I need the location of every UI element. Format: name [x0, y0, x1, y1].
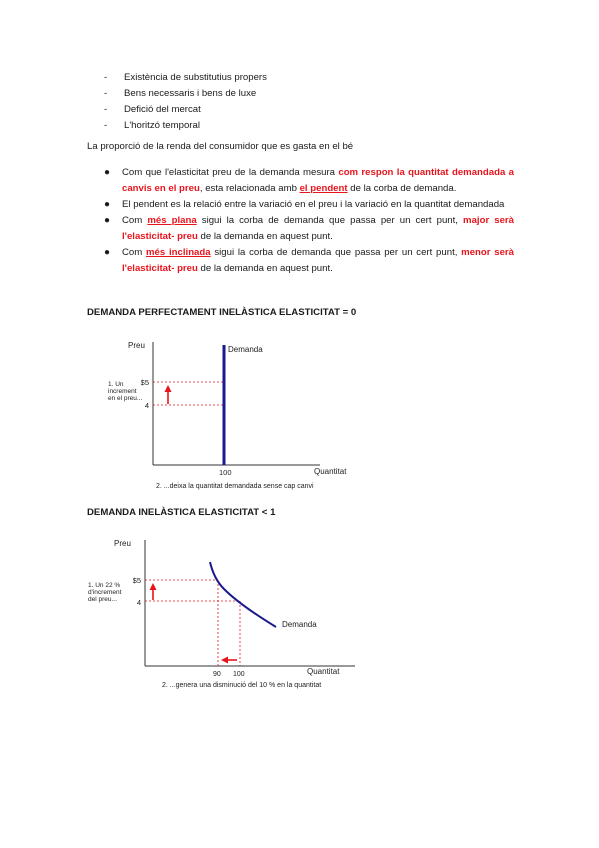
- bullet-item: ● Com que l'elasticitat preu de la demanda mesura com respon la quantitat demandada a canvis en el preu, esta relacionada amb el pendent de la corba de demanda.: [104, 167, 514, 194]
- x-axis-label: Quantitat: [314, 467, 347, 476]
- section-heading: DEMANDA PERFECTAMENT INELÀSTICA ELASTICITAT = 0: [87, 307, 357, 318]
- y-axis-label: Preu: [128, 341, 145, 350]
- highlight-text: menor serà l'elasticitat- preu: [122, 247, 515, 274]
- svg-text:1. Un: 1. Un: [108, 381, 124, 388]
- highlight-text: el pendent: [299, 183, 348, 194]
- y-axis-label: Preu: [114, 539, 131, 548]
- bullet-dot-icon: ●: [104, 247, 111, 258]
- quantity-label: 100: [219, 468, 232, 477]
- svg-text:d'increment: d'increment: [88, 589, 122, 596]
- quantity-label-low: 90: [213, 671, 221, 678]
- bullet-item: ● Com més plana sigui la corba de demanda que passa per un cert punt, major serà l'elasticitat- preu de la demanda en aquest punt.: [104, 215, 514, 242]
- svg-text:del preu...: del preu...: [88, 596, 117, 603]
- price-label-high: $5: [140, 378, 149, 387]
- bullet-dot-icon: ●: [104, 199, 111, 210]
- bullet-dot-icon: ●: [104, 167, 111, 178]
- curve-label: Demanda: [228, 345, 263, 354]
- dash-list: [104, 70, 267, 134]
- annotation-left: [108, 381, 143, 402]
- price-label-low: 4: [136, 598, 141, 607]
- svg-text:1. Un 22 %: 1. Un 22 %: [88, 582, 121, 589]
- highlight-text: més inclinada: [146, 247, 211, 258]
- bullet-dot-icon: ●: [104, 215, 111, 226]
- list-item: - L'horitzó temporal: [104, 120, 200, 131]
- graph-caption: 2. ...deixa la quantitat demandada sense cap canvi: [156, 483, 314, 490]
- highlight-text: major serà l'elasticitat- preu: [122, 215, 514, 242]
- graph-caption: 2. ...genera una disminució del 10 % en la quantitat: [162, 682, 322, 689]
- curve-label: Demanda: [282, 620, 317, 629]
- list-item: - Existència de substitutius propers: [104, 72, 267, 83]
- highlight-text: més plana: [147, 215, 197, 226]
- up-arrow-icon: [165, 385, 172, 404]
- price-label-low: 4: [144, 401, 149, 410]
- annotation-left: [88, 582, 122, 603]
- price-label-high: $5: [132, 576, 141, 585]
- demand-curve: [210, 562, 276, 627]
- quantity-label-high: 100: [233, 671, 245, 678]
- x-axis-label: Quantitat: [307, 667, 340, 676]
- paragraph: La proporció de la renda del consumidor que es gasta en el bé: [87, 141, 354, 152]
- list-item: - Defició del mercat: [104, 104, 201, 115]
- svg-text:en el preu...: en el preu...: [108, 395, 143, 402]
- left-arrow-icon: [221, 657, 237, 664]
- list-item: - Bens necessaris i bens de luxe: [104, 88, 257, 99]
- bullet-item: ● El pendent es la relació entre la variació en el preu i la variació en la quantitat demandada: [104, 197, 514, 213]
- svg-text:increment: increment: [108, 388, 137, 395]
- highlight-text: com respon la quantitat demandada a canvis en el preu: [122, 167, 514, 194]
- bullet-list: [104, 165, 514, 277]
- section-heading: DEMANDA INELÀSTICA ELASTICITAT < 1: [87, 507, 276, 518]
- up-arrow-icon: [150, 583, 157, 600]
- graph-perfectly-inelastic: [0, 330, 599, 500]
- graph-inelastic: [0, 535, 599, 690]
- bullet-item: ● Com més inclinada sigui la corba de demanda que passa per un cert punt, menor serà l'elasticitat- preu de la demanda en aquest punt.: [104, 247, 515, 274]
